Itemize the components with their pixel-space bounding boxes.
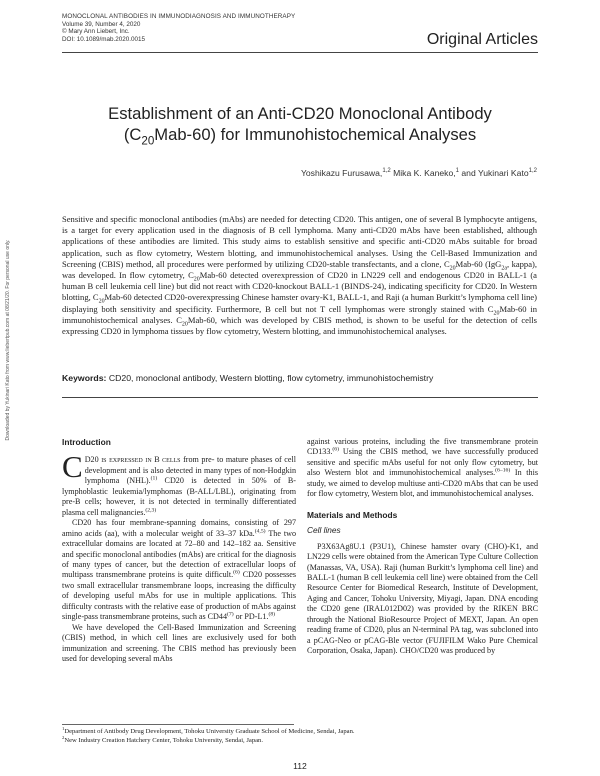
journal-copyright: © Mary Ann Liebert, Inc. — [62, 28, 130, 36]
intro-paragraph-2: CD20 has four membrane-spanning domains, consisting of 297 amino acids (aa), with a molecular weight of 33–37 kDa.$^{(4,5)}$ The two extracellular domains are located at 72–80 and 142–182 aa. Sensitive and specific monoclonal antibodies (mAbs) are critical for the diagnosis of many types of cancer, but the detection of extracellular loops of multipass transmembrane proteins is quite difficult.$^{(6)}$ CD20 possesses two small extracellular transmembrane loops, increasing the difficulty of developing useful mAbs for use in multiple applications. This difficulty contrasts with the relative ease of production of mAbs against single-pass transmembrane proteins, such as CD44$^{(7)}$ or PD-L1.$^{(8)}$ — [62, 518, 297, 622]
intro-paragraph-3: We have developed the Cell-Based Immunization and Screening (CBIS) method, in which cell lines are exclusively used for both immunization and screening. The CBIS method has previously been used for developing several mAbs — [62, 622, 296, 664]
intro-paragraph-1: C D20 is expressed in B cells from pre- to mature phases of cell development and is also detected in many types of non-Hodgkin lymphoma (NHL).$^{(1)}$ CD20 is detected in 50% of B-lymphoblastic leukemia/lymphomas (B-ALL/LBL), originating from pre-B cells; however, it is not detected in terminally differentiated plasma cell malignancies.$^{(2,3)}$ — [62, 449, 296, 517]
cell-lines-subheading: Cell lines — [307, 525, 341, 536]
page-number: 112 — [293, 761, 307, 771]
download-note — [0, 140, 14, 540]
footnote-1: $^1$Department of Antibody Drug Development, Tohoku University Graduate School of Medicine, Sendai, Japan. — [62, 725, 355, 735]
journal-name: MONOCLONAL ANTIBODIES IN IMMUNODIAGNOSIS AND IMMUNOTHERAPY — [62, 13, 296, 20]
keywords — [62, 373, 433, 383]
article-title — [62, 103, 538, 148]
introduction-heading: Introduction — [62, 437, 111, 447]
column-left — [62, 437, 296, 665]
drop-cap: C — [62, 449, 83, 485]
section-label: Original Articles — [426, 31, 538, 48]
right-paragraph-1: against various proteins, including the five transmembrane protein CD133.$^{(6)}$ Using the CBIS method, we have successfully produced sensitive and specific mAbs useful for not only flow cytometry, but also Western blot and immunohistochemical analyses.$^{(6-16)}$ In this study, we aimed to develop multiuse anti-CD20 mAbs that can be used for flow cytometry, Western blot, and immunohistochemical analyses. — [307, 437, 539, 499]
journal-volume: Volume 39, Number 4, 2020 — [62, 20, 141, 28]
footnote-rule — [62, 724, 294, 725]
abstract-text: Sensitive and specific monoclonal antibodies (mAbs) are needed for detecting CD20. This antigen, one of several B lymphocyte antigens, is a target for every application used in the diagnosis of B cell lymphoma. Many anti-CD20 mAbs have been established, although applications of these antibodies are limited. This study aims to establish sensitive and specific anti-CD20 mAbs suitable for broad application, such as flow cytometry, Western blotting, and immunohistochemical analyses. Using the Cell-Based Immunization and Screening (CBIS) method, all procedures were performed by utilizing CD20-stable transfectants, and a clone, $C_{20}Mab-60$ (IgG$_{2a}$, kappa), was developed. In flow cytometry, $C_{20}Mab-60$ detected overexpression of CD20 in LN229 cell and endogenous CD20 in BALL-1 (a human B cell leukemia cell line) but did not react with CD20-knockout BALL-1 (BINDS-24), indicating specificity for CD20. In Western blotting, $C_{20}Mab-60$ detected CD20-overexpressing Chinese hamster ovary-K1, BALL-1, and Raji (a human Burkitt’s lymphoma cell line) displaying both sensitivity and specificity. Furthermore, B cell but not T cell lymphomas were strongly stained with $C_{20}Mab-60$ in immunohistochemical analyses. $C_{20}Mab-60$, which was developed by CBIS method, is shown to be useful for the detection of cells expressing CD20 in lymphoma tissues by flow cytometry, Western blotting, and immunohistochemical analyses. — [62, 214, 538, 337]
header-rule — [62, 52, 538, 53]
author-2: Mika K. Kaneko, — [390, 168, 456, 178]
journal-doi: DOI: 10.1089/mab.2020.0015 — [62, 35, 145, 43]
footnotes — [62, 725, 355, 745]
keywords-text: CD20, monoclonal antibody, Western blotting, flow cytometry, immunohistochemistry — [108, 373, 434, 383]
author-1: Yoshikazu Furusawa, — [300, 168, 383, 178]
abstract — [62, 214, 537, 337]
column-right — [307, 437, 538, 657]
title-line-2: $(C_{20}Mab-60)$ for Immunohistochemical Analyses — [123, 125, 477, 148]
journal-header — [62, 13, 382, 43]
methods-heading: Materials and Methods — [307, 509, 398, 520]
title-line-1: Establishment of an Anti-CD20 Monoclonal Antibody — [108, 104, 492, 123]
footnote-2: $^2$New Industry Creation Hatchery Center, Tohoku University, Sendai, Japan. — [62, 734, 263, 744]
right-paragraph-2: P3X63Ag8U.1 (P3U1), Chinese hamster ovary (CHO)-K1, and LN229 cells were obtained from the American Type Culture Collection (Manassas, VA, USA). Raji (human Burkitt’s lymphoma cell line) and BALL-1 (human B cell leukemia cell line) were obtained from the Cell Resource Center for Biomedical Research, Institute of Development, Aging and Cancer, Tohoku University, Miyagi, Japan. DNA encoding the CD20 gene (IRAL012D02) was provided by the RIKEN BRC through the National BioResource Project of MEXT, Japan. An open reading frame of CD20, plus an N-terminal PA tag, was subcloned into a pCAG-Neo or pCAG-Ble vector (FUJIFILM Wako Pure Chemical Corporation, Osaka, Japan). CHO/CD20 was produced by — [307, 541, 538, 656]
author-3: and Yukinari Kato — [459, 168, 529, 178]
download-note-text: Downloaded by Yukinari Kato from www.liebertpub.com at 08/21/20. For personal use only. — [5, 239, 11, 441]
keywords-rule — [62, 397, 538, 398]
keywords-label: Keywords: — [62, 373, 107, 383]
author-list: Yoshikazu Furusawa,$^{1,2}$ Mika K. Kaneko,$^1$ and Yukinari Kato$^{1,2}$ — [300, 168, 537, 178]
